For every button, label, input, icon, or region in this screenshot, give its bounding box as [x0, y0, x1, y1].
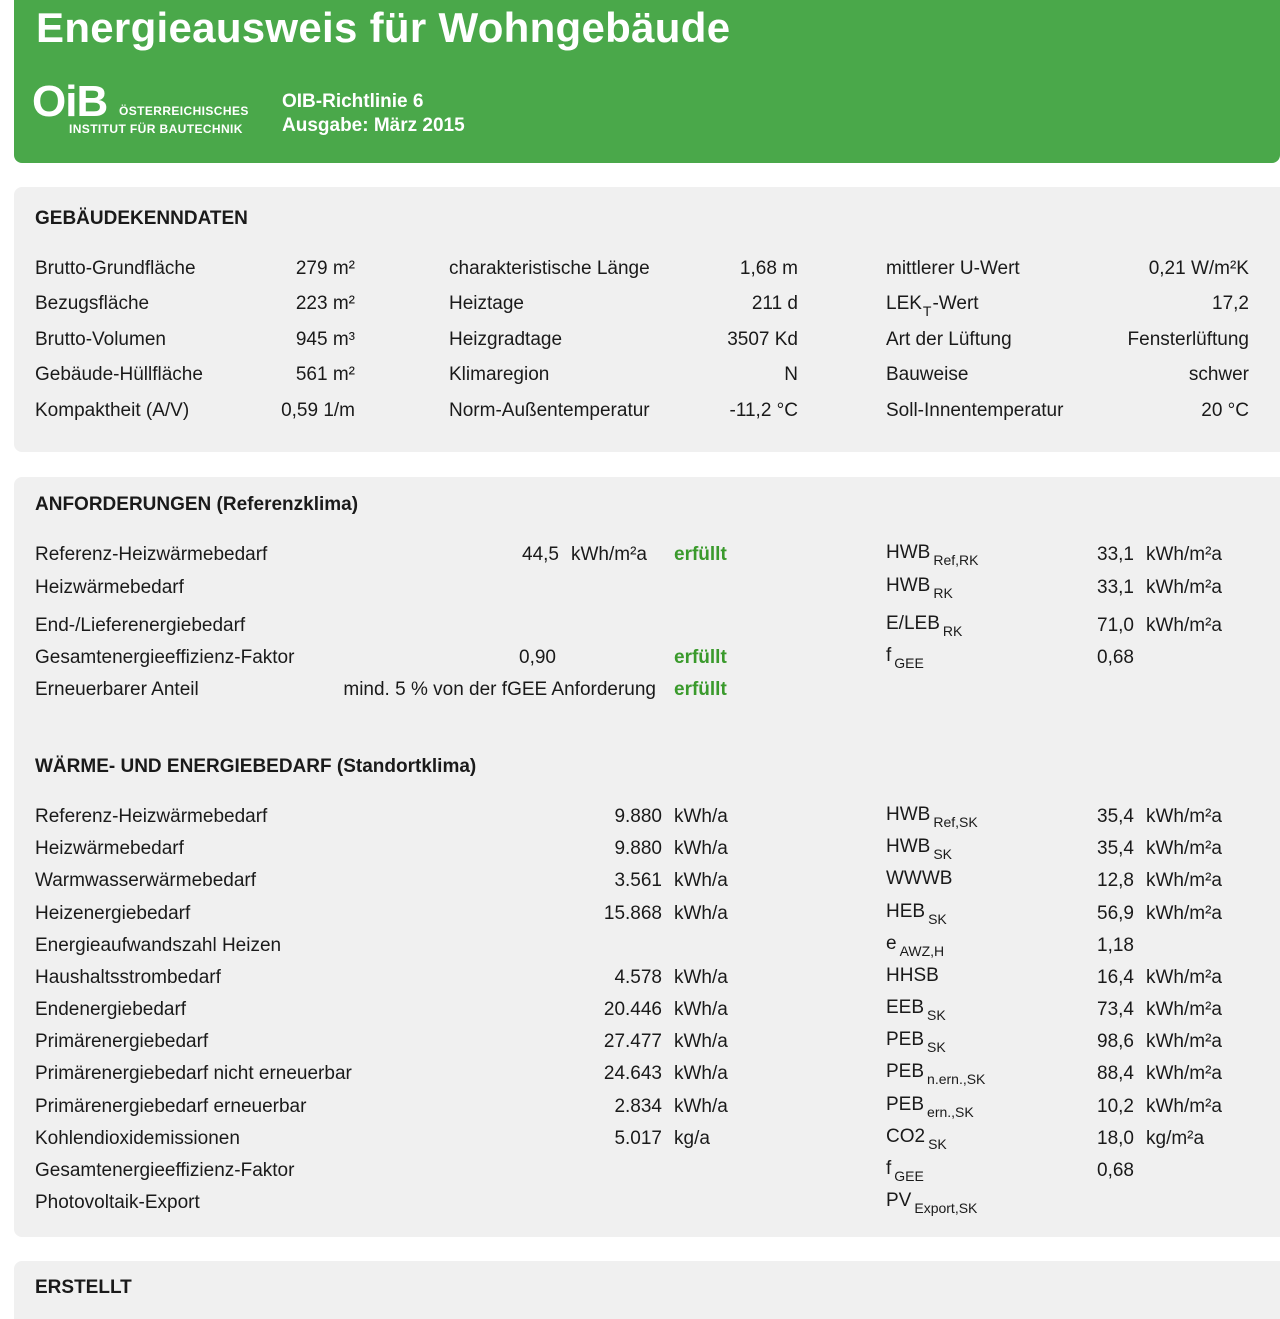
demand-unit: kWh/a: [674, 1063, 728, 1084]
demand-value: 2.834: [614, 1096, 662, 1117]
demand-label: Warmwasserwärmebedarf: [35, 870, 257, 891]
building-value: N: [784, 364, 798, 385]
symbol-value: 35,4: [1097, 806, 1134, 827]
symbol: [886, 901, 947, 927]
symbol-value: 35,4: [1097, 838, 1134, 859]
symbol: [886, 1126, 947, 1152]
symbol: [886, 1094, 974, 1120]
symbol-subscript: SK: [933, 846, 953, 862]
symbol-unit: kWh/m²a: [1146, 544, 1222, 565]
symbol-unit: kWh/m²a: [1146, 1063, 1222, 1084]
symbol-base: WWWB: [886, 868, 953, 889]
building-label: Norm-Außentemperatur: [449, 400, 650, 421]
demand-label: Primärenergiebedarf nicht erneuerbar: [35, 1063, 352, 1084]
symbol-unit: kg/m²a: [1146, 1128, 1205, 1149]
symbol-subscript: Ref,RK: [933, 552, 979, 568]
demand-value: 9.880: [614, 838, 662, 859]
symbol-unit: kWh/m²a: [1146, 967, 1222, 988]
symbol-subscript: AWZ,H: [899, 943, 945, 959]
demand-label: Haushaltsstrombedarf: [35, 967, 221, 988]
building-label: Heiztage: [449, 293, 524, 314]
symbol-base: CO2: [886, 1126, 926, 1147]
symbol: [886, 933, 945, 959]
symbol: [886, 645, 924, 671]
symbol-unit: kWh/m²a: [1146, 999, 1222, 1020]
demand-label: Referenz-Heizwärmebedarf: [35, 806, 268, 827]
building-label: Brutto-Volumen: [35, 329, 166, 350]
symbol-subscript: ern.,SK: [927, 1104, 974, 1120]
symbol-base: EEB: [886, 997, 925, 1018]
building-label: Heizgradtage: [449, 329, 563, 350]
building-value: 3507 Kd: [727, 329, 798, 350]
demand-unit: kWh/a: [674, 999, 728, 1020]
symbol-base: HEB: [886, 901, 926, 922]
symbol: [886, 542, 979, 568]
demand-unit: kWh/a: [674, 967, 728, 988]
demand-unit: kWh/a: [674, 806, 728, 827]
demand-label: Endenergiebedarf: [35, 999, 187, 1020]
building-value: -11,2 °C: [729, 400, 798, 421]
symbol-value: 18,0: [1097, 1128, 1134, 1149]
symbol-base: HHSB: [886, 965, 939, 986]
guideline-info: [282, 90, 465, 138]
symbol-base: f: [886, 1158, 892, 1179]
building-value: 0,21 W/m²K: [1148, 258, 1249, 279]
building-label: [886, 293, 979, 319]
building-value: 279 m²: [295, 258, 355, 279]
symbol-base: PEB: [886, 1094, 925, 1115]
symbol-base: e: [886, 933, 897, 954]
symbol: [886, 1061, 986, 1087]
demand-value: 20.446: [603, 999, 662, 1020]
demand-unit: kWh/a: [674, 903, 728, 924]
symbol-value: 73,4: [1097, 999, 1134, 1020]
building-value: 20 °C: [1201, 400, 1249, 421]
label-suffix: -Wert: [932, 293, 979, 314]
symbol-base: PV: [886, 1190, 912, 1211]
symbol-unit: kWh/m²a: [1146, 838, 1222, 859]
label-subscript: T: [922, 303, 932, 319]
building-value: 561 m²: [295, 364, 355, 385]
symbol-value: 0,68: [1097, 647, 1134, 668]
demand-value: 4.578: [614, 967, 662, 988]
requirement-unit: kWh/m²a: [571, 544, 647, 565]
symbol-subscript: Export,SK: [914, 1200, 978, 1216]
symbol-unit: kWh/m²a: [1146, 903, 1222, 924]
symbol: [886, 804, 978, 830]
requirement-label: Erneuerbarer Anteil: [35, 679, 199, 700]
label-base: LEK: [886, 293, 922, 314]
building-label: Bezugsfläche: [35, 293, 150, 314]
symbol-base: f: [886, 645, 892, 666]
section-title: ERSTELLT: [35, 1277, 132, 1298]
demand-value: 15.868: [603, 903, 662, 924]
requirement-value: 44,5: [522, 544, 559, 565]
oib-logo-line2: INSTITUT FÜR BAUTECHNIK: [69, 122, 243, 136]
symbol-value: 12,8: [1097, 870, 1134, 891]
symbol-value: 0,68: [1097, 1160, 1134, 1181]
building-value: 945 m³: [295, 329, 355, 350]
created-section: [14, 1261, 1280, 1319]
oib-logo-line1: ÖSTERREICHISCHES: [119, 104, 249, 118]
demand-label: Energieaufwandszahl Heizen: [35, 935, 282, 956]
symbol: [886, 1029, 946, 1055]
oib-logo: [32, 77, 262, 142]
status-fulfilled: erfüllt: [674, 647, 727, 668]
section-title: GEBÄUDEKENNDATEN: [35, 208, 248, 229]
requirement-label: Heizwärmebedarf: [35, 577, 184, 598]
status-fulfilled: erfüllt: [674, 544, 727, 565]
requirement-value: 0,90: [519, 647, 556, 668]
symbol-value: 56,9: [1097, 903, 1134, 924]
symbol-unit: kWh/m²a: [1146, 806, 1222, 827]
symbol: [886, 965, 939, 987]
demand-unit: kWh/a: [674, 870, 728, 891]
symbol-subscript: SK: [928, 1136, 947, 1152]
demand-value: 9.880: [614, 806, 662, 827]
building-label: Kompaktheit (A/V): [35, 400, 190, 421]
demand-label: Kohlendioxidemissionen: [35, 1128, 240, 1149]
demand-label: Heizenergiebedarf: [35, 903, 191, 924]
symbol: [886, 868, 952, 890]
symbol-value: 98,6: [1097, 1031, 1134, 1052]
symbol-value: 33,1: [1097, 544, 1134, 565]
symbol-unit: kWh/m²a: [1146, 1096, 1222, 1117]
symbol-base: HWB: [886, 575, 931, 596]
symbol: [886, 575, 953, 601]
symbol-subscript: SK: [927, 1039, 946, 1055]
symbol-value: 88,4: [1097, 1063, 1134, 1084]
symbol-base: HWB: [886, 804, 931, 825]
symbol-subscript: RK: [933, 585, 953, 601]
requirement-label: End-/Lieferenergiebedarf: [35, 615, 246, 636]
building-value: Fensterlüftung: [1127, 329, 1249, 350]
symbol: [886, 836, 953, 862]
demand-value: 24.643: [603, 1063, 662, 1084]
demand-label: Gesamtenergieeffizienz-Faktor: [35, 1160, 295, 1181]
symbol-value: 16,4: [1097, 967, 1134, 988]
building-label: Bauweise: [886, 364, 969, 385]
building-label: Soll-Innentemperatur: [886, 400, 1064, 421]
guideline-name: OIB-Richtlinie 6: [282, 91, 424, 112]
symbol-base: PEB: [886, 1061, 925, 1082]
symbol-base: HWB: [886, 836, 931, 857]
symbol-unit: kWh/m²a: [1146, 1031, 1222, 1052]
demand-unit: kg/a: [674, 1128, 710, 1149]
demand-value: 3.561: [614, 870, 662, 891]
demand-label: Primärenergiebedarf: [35, 1031, 209, 1052]
building-label: Gebäude-Hüllfläche: [35, 364, 203, 385]
symbol-unit: kWh/m²a: [1146, 615, 1222, 636]
building-value: 223 m²: [295, 293, 355, 314]
demand-label: Primärenergiebedarf erneuerbar: [35, 1096, 307, 1117]
symbol-subscript: SK: [928, 911, 947, 927]
building-label: Art der Lüftung: [886, 329, 1012, 350]
symbol-subscript: RK: [942, 623, 963, 639]
header-banner: [14, 0, 1280, 163]
symbol-subscript: GEE: [894, 655, 924, 671]
building-value: 1,68 m: [739, 258, 798, 279]
requirement-label: Gesamtenergieeffizienz-Faktor: [35, 647, 295, 668]
symbol: [886, 997, 946, 1023]
requirements-section: [14, 477, 1280, 1237]
demand-label: Photovoltaik-Export: [35, 1192, 200, 1213]
building-label: Brutto-Grundfläche: [35, 258, 196, 279]
symbol-unit: kWh/m²a: [1146, 870, 1222, 891]
symbol-subscript: SK: [927, 1007, 946, 1023]
page-title: Energieausweis für Wohngebäude: [36, 4, 731, 51]
oib-logo-mark: OiB: [32, 77, 108, 126]
demand-value: 5.017: [614, 1128, 662, 1149]
symbol-subscript: n.ern.,SK: [927, 1071, 986, 1087]
demand-unit: kWh/a: [674, 1031, 728, 1052]
symbol-value: 71,0: [1097, 615, 1134, 636]
building-value: 0,59 1/m: [281, 400, 355, 421]
building-label: Klimaregion: [449, 364, 550, 385]
symbol-base: HWB: [886, 542, 931, 563]
symbol-base: E/LEB: [886, 613, 940, 634]
symbol-unit: kWh/m²a: [1146, 577, 1222, 598]
symbol-subscript: Ref,SK: [933, 814, 978, 830]
symbol-value: 1,18: [1097, 935, 1134, 956]
requirement-label: Referenz-Heizwärmebedarf: [35, 544, 268, 565]
demand-label: Heizwärmebedarf: [35, 838, 184, 859]
symbol-value: 33,1: [1097, 577, 1134, 598]
requirement-value: mind. 5 % von der fGEE Anforderung: [343, 679, 656, 700]
symbol-subscript: GEE: [894, 1168, 924, 1184]
section-title: ANFORDERUNGEN (Referenzklima): [35, 494, 359, 515]
building-data-section: [14, 187, 1280, 452]
building-label: mittlerer U-Wert: [886, 258, 1020, 279]
symbol: [886, 613, 963, 639]
building-value: 211 d: [751, 293, 798, 314]
symbol: [886, 1190, 978, 1216]
building-label: charakteristische Länge: [449, 258, 650, 279]
demand-value: 27.477: [603, 1031, 662, 1052]
symbol-base: PEB: [886, 1029, 925, 1050]
building-value: 17,2: [1212, 293, 1249, 314]
demand-unit: kWh/a: [674, 838, 728, 859]
building-value: schwer: [1188, 364, 1249, 385]
demand-unit: kWh/a: [674, 1096, 728, 1117]
symbol: [886, 1158, 924, 1184]
symbol-value: 10,2: [1097, 1096, 1134, 1117]
status-fulfilled: erfüllt: [674, 679, 727, 700]
guideline-edition: Ausgabe: März 2015: [282, 115, 465, 136]
section-title: WÄRME- UND ENERGIEBEDARF (Standortklima): [35, 756, 477, 777]
